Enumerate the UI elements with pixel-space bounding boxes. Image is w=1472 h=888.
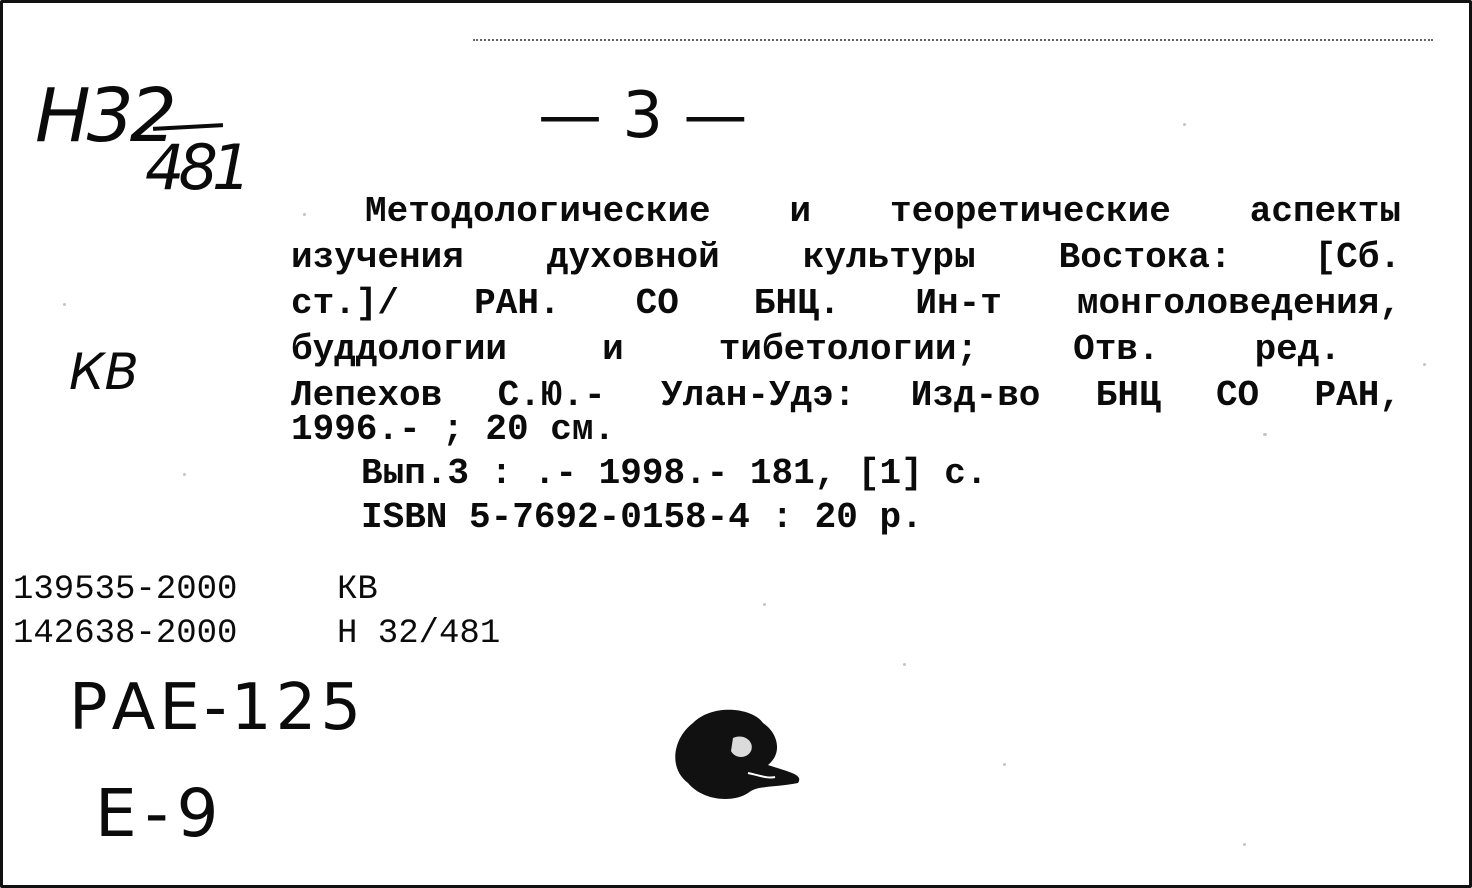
ink-blot [663, 703, 813, 813]
description-line-2 [291, 235, 1401, 281]
scan-speck [1263, 433, 1267, 436]
inventory-location: КВ [337, 571, 378, 609]
word: Методологические [365, 191, 711, 232]
word: Востока: [1058, 237, 1232, 278]
word: теоретические [890, 191, 1171, 232]
scan-speck [903, 663, 906, 666]
word: РАН, [1314, 375, 1401, 416]
word: БНЦ. [753, 283, 841, 324]
word: С.Ю.- [497, 375, 606, 416]
scan-speck [1183, 123, 1186, 126]
word: монголоведения, [1076, 283, 1401, 324]
word: аспекты [1249, 191, 1401, 232]
word: культуры [802, 237, 976, 278]
scan-speck [1243, 843, 1246, 846]
word: ст.]/ [291, 283, 400, 324]
word: [Сб. [1314, 237, 1401, 278]
issue-line: Вып.3 : .- 1998.- 181, [1] с. [361, 453, 988, 494]
description-line-4 [291, 327, 1341, 373]
word: Улан-Удэ: [660, 375, 856, 416]
inventory-number: 139535-2000 [13, 571, 238, 609]
word: БНЦ [1095, 375, 1161, 416]
scan-speck [183, 473, 186, 476]
location-handwritten: КВ [69, 343, 139, 401]
word: СО [1215, 375, 1260, 416]
inventory-number: 142638-2000 [13, 615, 238, 653]
word: изучения [291, 237, 464, 278]
page-number: — 3 — [538, 79, 748, 153]
word: и [789, 191, 812, 232]
word: тибетологии; [718, 329, 979, 370]
top-dotted-rule [473, 39, 1433, 41]
isbn-line: ISBN 5-7692-0158-4 : 20 р. [361, 497, 923, 538]
shelf-mark-handwritten: Н32 [35, 73, 173, 159]
scan-speck [763, 603, 766, 606]
shelf-mark-fraction: 481 [145, 131, 246, 204]
word: Изд-во [910, 375, 1041, 416]
inventory-location: Н 32/481 [337, 615, 501, 653]
scan-speck [1003, 763, 1006, 766]
word: СО [635, 283, 679, 324]
handwritten-code-2: Е-9 [95, 775, 227, 852]
word: буддологии [291, 329, 508, 370]
word: 1996.- ; 20 см. [291, 409, 616, 450]
scan-speck [63, 303, 66, 306]
word: Ин-т [915, 283, 1002, 324]
word: Отв. [1073, 329, 1160, 370]
word: духовной [546, 237, 720, 278]
word: и [602, 329, 624, 370]
description-line-1 [365, 189, 1401, 235]
word: ред. [1254, 329, 1341, 370]
description-line-3 [291, 281, 1401, 327]
word: Лепехов [291, 375, 443, 416]
description-line-6 [291, 407, 1401, 453]
scan-speck [303, 213, 306, 216]
scan-speck [1423, 363, 1426, 366]
handwritten-code-1: РАЕ-125 [69, 671, 366, 745]
word: РАН. [474, 283, 561, 324]
